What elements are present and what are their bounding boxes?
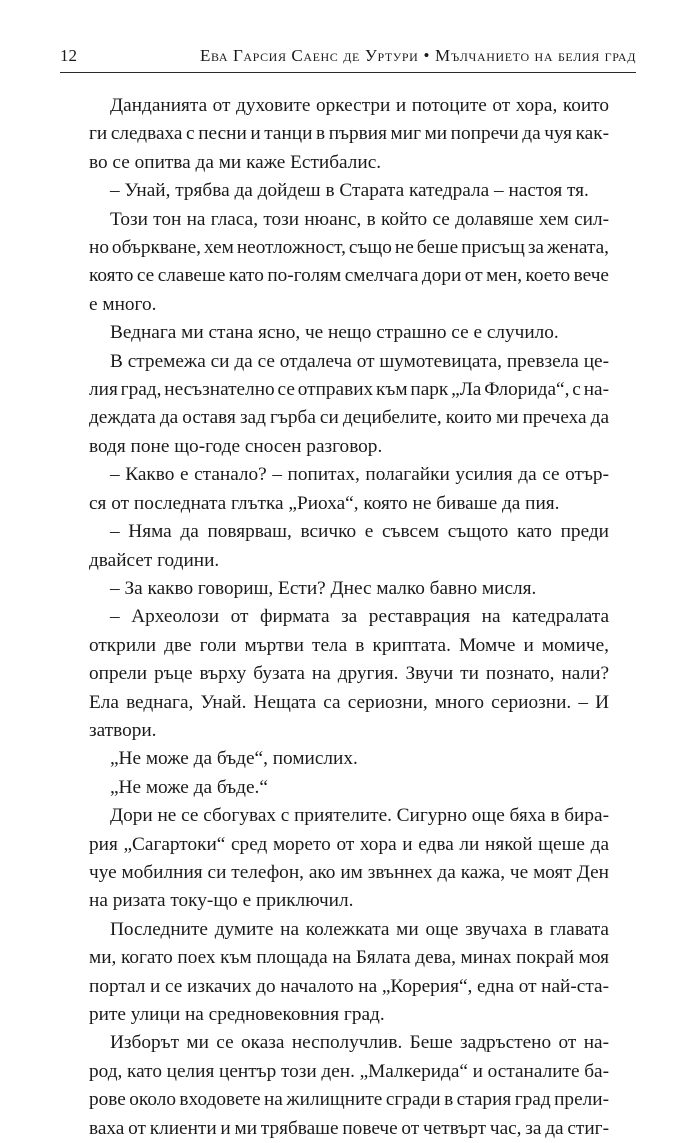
page-number: 12	[60, 46, 77, 65]
paragraph	[89, 319, 609, 347]
text-line: „Не може да бъде.“	[110, 776, 268, 798]
text-line: лия град, несъзнателно се отправих към парк „Ла Флорида“, с на-	[89, 379, 609, 401]
header-rule	[60, 72, 636, 73]
text-line: рове около входовете на жилищните сгради в стария град прели-	[89, 1089, 609, 1111]
running-title	[200, 44, 636, 68]
text-line: деждата да оставя зад гърба си децибелите, които ми пречеха да	[89, 407, 609, 429]
text-line: портал и се изкачих до началото на „Корерия“, една от най-ста-	[89, 975, 609, 997]
text-line: ми, когато поех към площада на Бялата дева, минах покрай моя	[89, 947, 609, 969]
text-line: затвори.	[89, 719, 157, 741]
title-separator: •	[423, 46, 431, 65]
text-line: е много.	[89, 293, 157, 315]
paragraph	[89, 461, 609, 518]
paragraph	[89, 177, 609, 205]
text-line: но объркване, хем неотложност, също не беше присъщ за жената,	[89, 237, 609, 259]
body-text	[89, 92, 609, 1143]
text-line: – За какво говориш, Ести? Днес малко бавно мисля.	[110, 577, 537, 599]
text-line: рите улици на средновековния град.	[89, 1004, 385, 1025]
paragraph	[89, 575, 609, 603]
text-line: Веднага ми стана ясно, че нещо страшно се е случило.	[110, 322, 559, 344]
paragraph	[89, 774, 609, 802]
text-line: рия „Сагартоки“ сред морето от хора и едва ли някой щеше да	[89, 833, 609, 855]
text-line: ваха от клиенти и ми трябваше повече от четвърт час, за да стиг-	[89, 1117, 609, 1139]
text-line: опрели ръце върху бузата на другия. Звучи ти познато, нали?	[89, 663, 609, 685]
paragraph	[89, 916, 609, 1030]
running-head	[60, 44, 636, 68]
paragraph	[89, 518, 609, 575]
text-line: Ела веднага, Унай. Нещата са сериозни, много сериозни. – И	[89, 691, 609, 713]
text-line: на ризата току-що е приключил.	[89, 890, 354, 912]
author-name: Ева Гарсия Саенс де Уртури	[200, 46, 419, 65]
text-line: Данданията от духовите оркестри и потоците от хора, които	[110, 95, 609, 116]
text-line: Този тон на гласа, този нюанс, в който се долавяше хем сил-	[110, 208, 609, 230]
text-line: водя поне що-годе сносен разговор.	[89, 435, 383, 457]
text-line: чуе мобилния си телефон, ако им звъннех да кажа, че моят Ден	[89, 861, 609, 883]
book-title: Мълчанието на белия град	[435, 46, 636, 65]
paragraph	[89, 802, 609, 916]
text-line: „Не може да бъде“, помислих.	[110, 748, 358, 770]
paragraph	[89, 92, 609, 177]
text-line: В стремежа си да се отдалеча от шумотевицата, превзела це-	[110, 350, 609, 372]
text-line: Дори не се сбогувах с приятелите. Сигурно още бяха в бира-	[110, 805, 609, 827]
text-line: – Няма да повярваш, всичко е съвсем същото като преди	[110, 521, 609, 543]
text-line: двайсет години.	[89, 549, 220, 571]
text-line: ся от последната глътка „Риоха“, която не биваше да пия.	[89, 492, 560, 514]
text-line: – Унай, трябва да дойдеш в Старата катедрала – настоя тя.	[110, 180, 589, 202]
paragraph	[89, 206, 609, 320]
text-line: род, като целия център този ден. „Малкерида“ и останалите ба-	[89, 1060, 609, 1082]
text-line: во се опитва да ми каже Естибалис.	[89, 151, 382, 173]
text-line: която се славеше като по-голям смелчага дори от мен, което вече	[89, 265, 609, 287]
text-line: Последните думите на колежката ми още звучаха в главата	[110, 918, 609, 940]
text-line: ги следваха с песни и танци в първия миг ми попречи да чуя как-	[89, 123, 609, 145]
paragraph	[89, 745, 609, 773]
text-line: – Какво е станало? – попитах, полагайки усилия да се отър-	[110, 464, 609, 486]
text-line: Изборът ми се оказа несполучлив. Беше задръстено от на-	[110, 1032, 609, 1054]
text-line: открили две голи мъртви тела в криптата. Момче и момиче,	[89, 634, 609, 656]
paragraph	[89, 1029, 609, 1143]
paragraph	[89, 348, 609, 462]
paragraph	[89, 603, 609, 745]
text-line: – Археолози от фирмата за реставрация на катедралата	[110, 606, 609, 628]
